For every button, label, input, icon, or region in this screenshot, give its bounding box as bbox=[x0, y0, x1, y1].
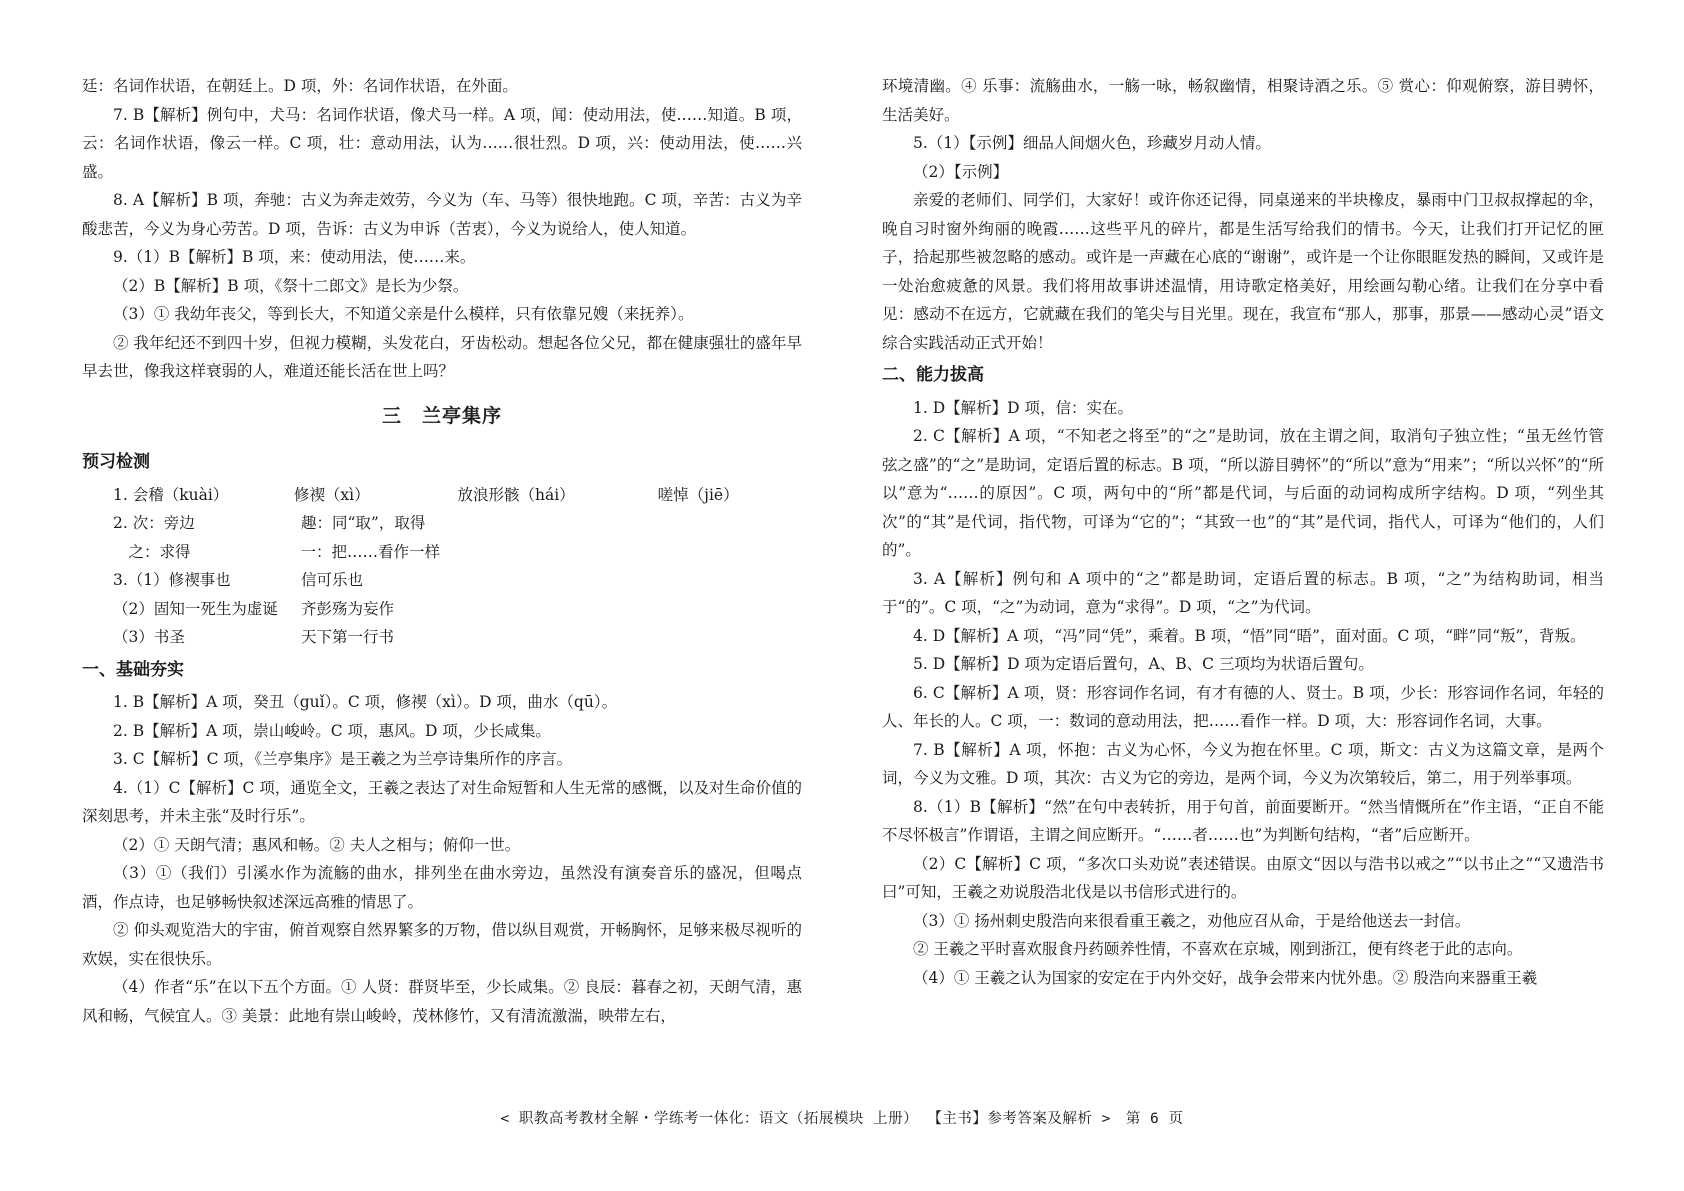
ability-answer-2: 2. C【解析】A 项，“不知老之将至”的“之”是助词，放在主谓之间，取消句子独立性；“虽无丝竹管弦之盛”的“之”是助词，定语后置的标志。B 项，“所以游目骋怀”的“所以”意为“用来”；“所以兴怀”的“所以”意为“……的原因”。C 项，两句中的“所”都是代词，与后面的动词构成所字结构。D 项，“列坐其次”的“其”是代词，指代物，可译为“它的”；“其致一也”的“其”是代词，指代人，可译为“他们的，人们的”。 bbox=[882, 427, 1604, 559]
ability-answer-5: 5. D【解析】D 项为定语后置句，A、B、C 三项均为状语后置句。 bbox=[913, 655, 1374, 673]
section-heading-ability: 二、能力拔高 bbox=[882, 365, 984, 385]
preview-cell: 嗟悼（jiē） bbox=[657, 485, 739, 504]
answer-9-3-1: （3）① 我幼年丧父，等到长大，不知道父亲是什么模样，只有依靠兄嫂（来抚养）。 bbox=[113, 305, 694, 323]
preview-row-3 bbox=[82, 538, 802, 567]
ability-answer-8-4: （4）① 王羲之认为国家的安定在于内外交好，战争会带来内忧外患。② 殷浩向来器重王羲 bbox=[913, 968, 1538, 987]
preview-row-5 bbox=[82, 595, 802, 624]
right-column bbox=[882, 72, 1604, 992]
preview-row-2 bbox=[82, 509, 802, 538]
basic-answer-4-4: （4）作者“乐”在以下五个方面。① 人贤：群贤毕至，少长咸集。② 良辰：暮春之初，天朗气清，惠风和畅，气候宜人。③ 美景：此地有崇山峻岭，茂林修竹，又有清流激湍，映带左右， bbox=[82, 978, 802, 1025]
preview-cell: 2. 次：旁边 bbox=[113, 514, 195, 532]
paragraph: 环境清幽。④ 乐事：流觞曲水，一觞一咏，畅叙幽情，相聚诗酒之乐。⑤ 赏心：仰观俯察，游目骋怀，生活美好。 bbox=[882, 77, 1604, 124]
answer-5-2-example: 亲爱的老师们、同学们，大家好！或许你还记得，同桌递来的半块橡皮，暴雨中门卫叔叔撑起的伞，晚自习时窗外绚丽的晚霞……这些平凡的碎片，都是生活写给我们的情书。今天，让我们打开记忆的匣子，拾起那些被忽略的感动。或许是一声藏在心底的“谢谢”，或许是一个让你眼眶发热的瞬间，又或许是一处治愈疲惫的风景。我们将用故事讲述温情，用诗歌定格美好，用绘画勾勒心绪。让我们在分享中看见：感动不在远方，它就藏在我们的笔尖与目光里。现在，我宣布“那人，那事，那景——感动心灵”语文综合实践活动正式开始！ bbox=[882, 191, 1604, 352]
preview-cell: （2）固知一死生为虚诞 bbox=[113, 599, 278, 618]
preview-row-1 bbox=[82, 481, 802, 510]
preview-cell: 1. 会稽（kuài） bbox=[113, 485, 229, 504]
answer-5-1: 5.（1）【示例】细品人间烟火色，珍藏岁月动人情。 bbox=[913, 134, 1271, 152]
answer-9-2: （2）B【解析】B 项，《祭十二郎文》是长为少祭。 bbox=[113, 276, 469, 295]
preview-cell: 修禊（xì） bbox=[293, 485, 370, 504]
basic-answer-1: 1. B【解析】A 项，癸丑（guǐ）。C 项，修禊（xì）。D 项，曲水（qū）。 bbox=[113, 693, 618, 711]
preview-cell: 齐彭殇为妄作 bbox=[301, 599, 395, 618]
preview-cell: （3）书圣 bbox=[113, 628, 185, 646]
page-footer: < 职教高考教材全解・学练考一体化：语文（拓展模块 上册） 【主书】参考答案及解析 > 第 6 页 bbox=[500, 1111, 1184, 1127]
ability-answer-3: 3. A【解析】例句和 A 项中的“之”都是助词，定语后置的标志。B 项，“之”为结构助词，相当于“的”。C 项，“之”为动词，意为“求得”。D 项，“之”为代词。 bbox=[882, 569, 1604, 616]
preview-cell: 之：求得 bbox=[128, 542, 191, 561]
ability-answer-6: 6. C【解析】A 项，贤：形容词作名词，有才有德的人、贤士。B 项，少长：形容词作名词，年轻的人、年长的人。C 项，一：数词的意动用法，把……看作一样。D 项，大：形容词作名词，大事。 bbox=[882, 683, 1604, 730]
basic-answer-2: 2. B【解析】A 项，崇山峻岭。C 项，惠风。D 项，少长咸集。 bbox=[113, 721, 551, 740]
preview-cell: 一：把……看作一样 bbox=[300, 542, 441, 561]
preview-row-4 bbox=[82, 566, 802, 595]
answer-7: 7. B【解析】例句中，犬马：名词作状语，像犬马一样。A 项，闻：使动用法，使……知道。B 项，云：名词作状语，像云一样。C 项，壮：意动用法，认为……很壮烈。D 项，兴：使动用法，使……兴盛。 bbox=[82, 105, 802, 181]
ability-answer-8-1: 8.（1）B【解析】“然”在句中表转折，用于句首，前面要断开。“然当情慨所在”作主语，“正自不能不尽怀极言”作谓语，主谓之间应断开。“……者……也”为判断句结构，“者”后应断开。 bbox=[882, 797, 1604, 844]
preview-cell: 放浪形骸（hái） bbox=[457, 485, 575, 504]
basic-answer-4-3-2: ② 仰头观览浩大的宇宙，俯首观察自然界繁多的万物，借以纵目观赏，开畅胸怀，足够来极尽视听的欢娱，实在很快乐。 bbox=[82, 921, 802, 968]
answer-9-3-2: ② 我年纪还不到四十岁，但视力模糊，头发花白，牙齿松动。想起各位父兄，都在健康强壮的盛年早早去世，像我这样衰弱的人，难道还能长活在世上吗？ bbox=[82, 333, 802, 380]
ability-answer-8-3-2: ② 王羲之平时喜欢服食丹药颐养性情，不喜欢在京城，刚到浙江，便有终老于此的志向。 bbox=[913, 940, 1523, 958]
preview-cell: 趣：同“取”，取得 bbox=[301, 514, 426, 532]
answer-8: 8. A【解析】B 项，奔驰：古义为奔走效劳，今义为（车、马等）很快地跑。C 项，辛苦：古义为辛酸悲苦，今义为身心劳苦。D 项，告诉：古义为申诉（苦衷），今义为说给人，使人知道。 bbox=[82, 191, 802, 238]
chapter-title: 三 兰亭集序 bbox=[381, 404, 502, 427]
basic-answer-3: 3. C【解析】C 项，《兰亭集序》是王羲之为兰亭诗集所作的序言。 bbox=[113, 750, 573, 768]
ability-answer-8-2: （2）C【解析】C 项，“多次口头劝说”表述错误。由原文“因以与浩书以戒之”“以书止之”“又遗浩书曰”可知，王羲之劝说殷浩北伐是以书信形式进行的。 bbox=[882, 854, 1604, 901]
left-column bbox=[82, 72, 802, 1030]
preview-row-6 bbox=[82, 623, 802, 652]
ability-answer-8-3-1: （3）① 扬州刺史殷浩向来很看重王羲之，劝他应召从命，于是给他送去一封信。 bbox=[913, 911, 1471, 930]
answer-9-1: 9.（1）B【解析】B 项，来：使动用法，使……来。 bbox=[113, 248, 476, 266]
preview-cell: 信可乐也 bbox=[301, 571, 364, 589]
ability-answer-1: 1. D【解析】D 项，信：实在。 bbox=[913, 398, 1133, 417]
section-heading-preview: 预习检测 bbox=[82, 452, 150, 472]
preview-cell: 天下第一行书 bbox=[301, 628, 395, 646]
ability-answer-4: 4. D【解析】A 项，“冯”同“凭”，乘着。B 项，“悟”同“晤”，面对面。C 项，“畔”同“叛”，背叛。 bbox=[913, 626, 1586, 645]
preview-cell: 3.（1）修禊事也 bbox=[113, 571, 231, 589]
basic-answer-4-1: 4.（1）C【解析】C 项，通览全文，王羲之表达了对生命短暂和人生无常的感慨，以及对生命价值的深刻思考，并未主张“及时行乐”。 bbox=[82, 778, 802, 825]
section-heading-basic: 一、基础夯实 bbox=[82, 659, 184, 680]
paragraph: 廷：名词作状语，在朝廷上。D 项，外：名词作状语，在外面。 bbox=[82, 77, 518, 95]
ability-answer-7: 7. B【解析】A 项，怀抱：古义为心怀，今义为抱在怀里。C 项，斯文：古义为这篇文章，是两个词，今义为文雅。D 项，其次：古义为它的旁边，是两个词，今义为次第较后，第二，用于列举事项。 bbox=[882, 740, 1604, 787]
answer-5-2: （2）【示例】 bbox=[913, 162, 1009, 181]
basic-answer-4-2: （2）① 天朗气清；惠风和畅。② 夫人之相与；俯仰一世。 bbox=[113, 835, 521, 854]
basic-answer-4-3-1: （3）①（我们）引溪水作为流觞的曲水，排列坐在曲水旁边，虽然没有演奏音乐的盛况，但喝点酒，作点诗，也足够畅快叙述深远高雅的情思了。 bbox=[82, 864, 802, 911]
